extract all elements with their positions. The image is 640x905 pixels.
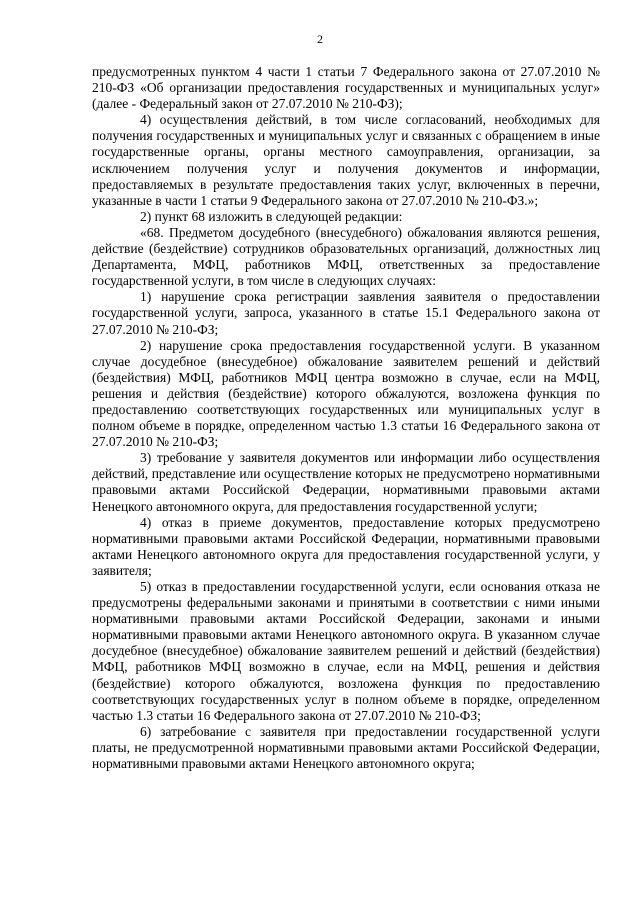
paragraph-case-2: 2) нарушение срока предоставления государственной услуги. В указанном случае досудебное (внесудебное) обжалование заявителем решений и действий (бездействия) МФЦ, работников МФЦ центра возможно в случае, если на МФЦ, решения и действия (бездействие) которого обжалуются, возложена функция по предоставлению соответствующих государственных или муниципальных услуг в полном объеме в порядке, определенном частью 1.3 статьи 16 Федерального закона от 27.07.2010 № 210-ФЗ; (92, 337, 600, 450)
paragraph-case-1: 1) нарушение срока регистрации заявления заявителя о предоставлении государственной услуги, запроса, указанного в статье 15.1 Федерального закона от 27.07.2010 № 210-ФЗ; (92, 289, 600, 337)
document-body (92, 64, 600, 772)
paragraph-item-4: 4) осуществления действий, в том числе согласований, необходимых для получения государственных и муниципальных услуг и связанных с обращением в иные государственные органы, органы местного самоуправления, организации, за исключением получения услуг и получения документов и информации, предоставляемых в результате предоставления таких услуг, включенных в перечни, указанные в части 1 статьи 9 Федерального закона от 27.07.2010 № 210-ФЗ.»; (92, 112, 600, 208)
paragraph-68: «68. Предметом досудебного (внесудебного) обжалования являются решения, действие (бездействие) сотрудников образовательных организаций, должностных лиц Департамента, МФЦ, работников МФЦ, ответственных за предоставление государственной услуги, в том числе в следующих случаях: (92, 224, 600, 289)
paragraph-case-5: 5) отказ в предоставлении государственной услуги, если основания отказа не предусмотрены федеральными законами и принятыми в соответствии с ними иными нормативными правовыми актами Российской Федерации, законами и иными нормативными правовыми актами Ненецкого автономного округа. В указанном случае досудебное (внесудебное) обжалование заявителем решений и действий (бездействия) МФЦ, работников МФЦ возможно в случае, если на МФЦ, решения и действия (бездействие) которого обжалуются, возложена функция по предоставлению соответствующих государственных услуг в полном объеме в порядке, определенном частью 1.3 статьи 16 Федерального закона от 27.07.2010 № 210-ФЗ; (92, 579, 600, 723)
paragraph-case-4: 4) отказ в приеме документов, предоставление которых предусмотрено нормативными правовыми актами Российской Федерации, нормативными правовыми актами Ненецкого автономного округа для предоставления государственной услуги, у заявителя; (92, 514, 600, 578)
paragraph-case-3: 3) требование у заявителя документов или информации либо осуществления действий, представление или осуществление которых не предусмотрено нормативными правовыми актами Российской Федерации, нормативными правовыми актами Ненецкого автономного округа, для предоставления государственной услуги; (92, 450, 600, 514)
page-number: 2 (317, 32, 323, 46)
paragraph-case-6: 6) затребование с заявителя при предоставлении государственной услуги платы, не предусмотренной нормативными правовыми актами Российской Федерации, нормативными правовыми актами Ненецкого автономного округа; (92, 723, 600, 772)
paragraph-continuation: предусмотренных пунктом 4 части 1 статьи 7 Федерального закона от 27.07.2010 № 210-ФЗ «Об организации предоставления государственных и муниципальных услуг» (далее - Федеральный закон от 27.07.2010 № 210-ФЗ); (92, 64, 600, 112)
paragraph-amendment-2: 2) пункт 68 изложить в следующей редакции: (140, 208, 403, 224)
